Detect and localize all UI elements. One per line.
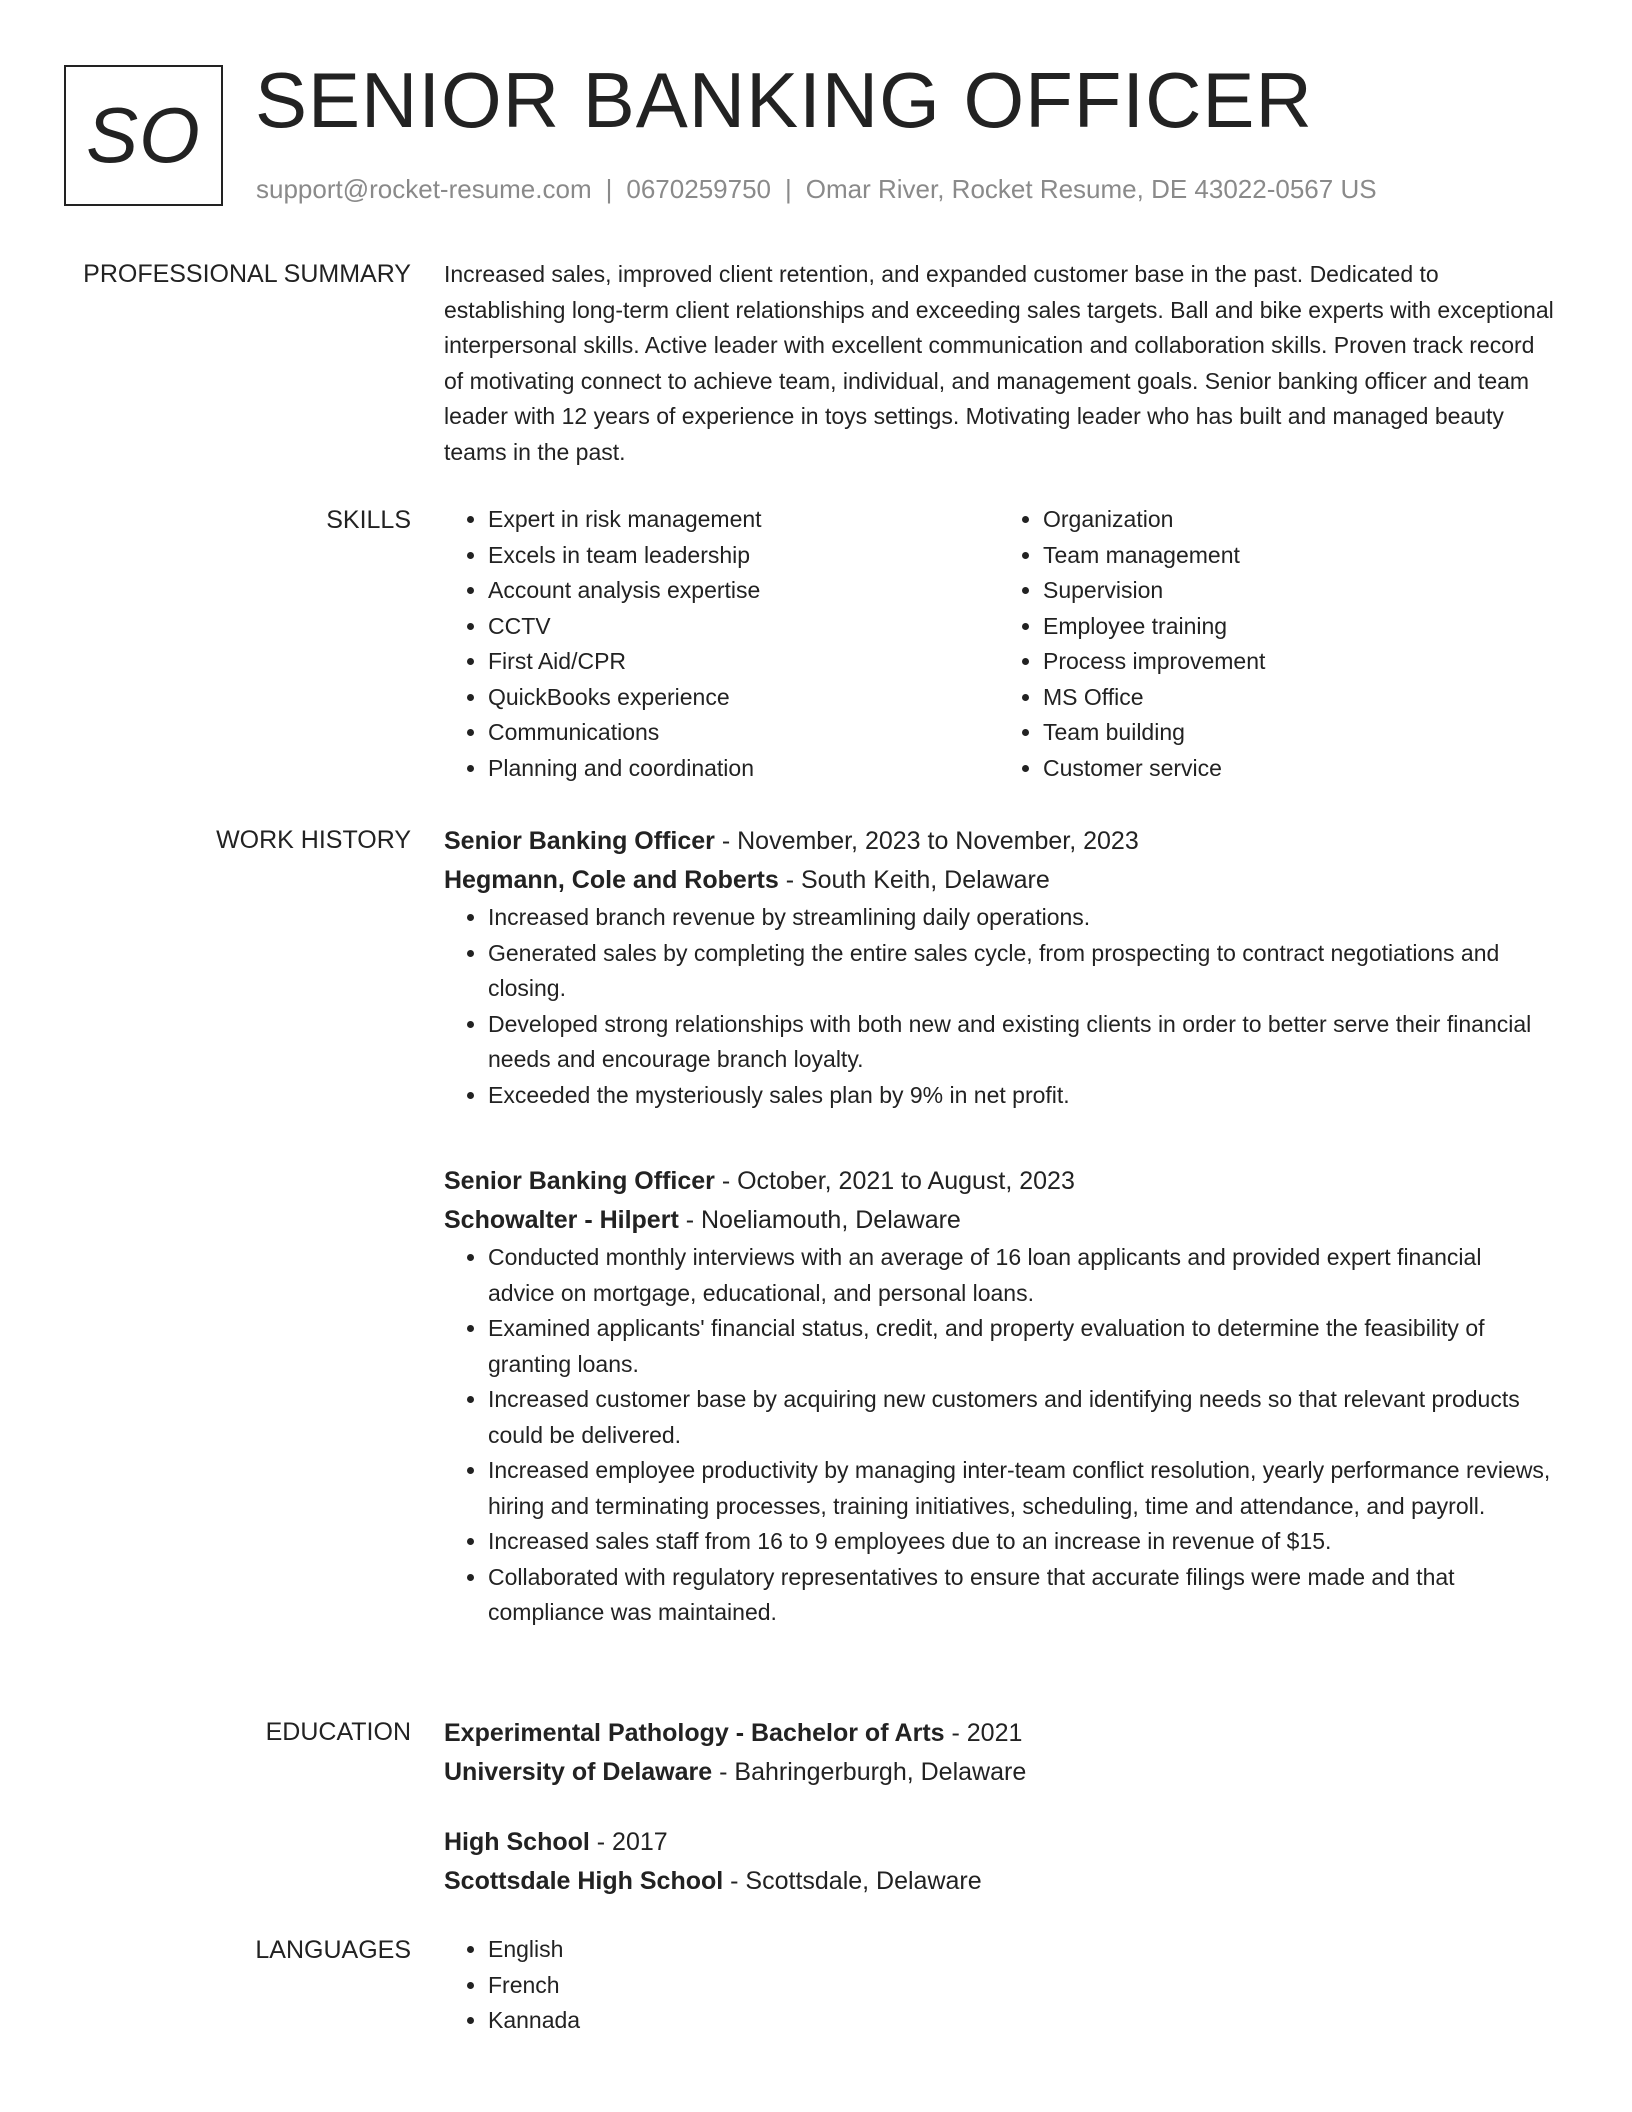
job-duty-item: • Increased employee productivity by managing inter-team conflict resolution, yearly performance reviews, hiring and terminating processes, training initiatives, scheduling, time and attendance, and payroll. <box>488 1453 1554 1524</box>
job-dates: - October, 2021 to August, 2023 <box>714 1167 1075 1195</box>
skill-item: • Organization <box>1043 502 1554 538</box>
job-title-line <box>444 1162 1554 1201</box>
job-title: Senior Banking Officer <box>444 827 715 855</box>
degree-line <box>444 1823 1554 1862</box>
work-entry <box>444 822 1554 1113</box>
language-item: • Kannada <box>488 2003 1554 2039</box>
skill-item: • Employee training <box>1043 609 1554 645</box>
contact-separator: | <box>785 174 792 204</box>
degree-year: - 2017 <box>589 1828 668 1856</box>
skill-item: • First Aid/CPR <box>488 644 999 680</box>
school-line <box>444 1862 1554 1901</box>
job-duty-item: • Increased customer base by acquiring new customers and identifying needs so that relevant products could be delivered. <box>488 1382 1554 1453</box>
contact-phone: 0670259750 <box>626 174 771 204</box>
summary-text: Increased sales, improved client retention, and expanded customer base in the past. Dedicated to establishing long-term client relationships and exceeding sales targets. Ball and bike experts with exceptional interpersonal skills. Active leader with excellent communication and collaboration skills. Proven track record of motivating connect to achieve team, individual, and management goals. Senior banking officer and team leader with 12 years of experience in toys settings. Motivating leader who has built and managed beauty teams in the past. <box>444 261 1554 465</box>
job-duty-item: • Exceeded the mysteriously sales plan by 9% in net profit. <box>488 1078 1554 1114</box>
summary-section <box>444 257 1554 470</box>
skill-item: • CCTV <box>488 609 999 645</box>
job-company: Schowalter - Hilpert <box>444 1206 679 1234</box>
skill-item: • QuickBooks experience <box>488 680 999 716</box>
contact-email: support@rocket-resume.com <box>256 174 592 204</box>
skill-item: • Customer service <box>1043 751 1554 787</box>
skills-list-right <box>999 502 1554 786</box>
languages-section <box>444 1932 1554 2039</box>
section-label-education: EDUCATION <box>265 1718 411 1746</box>
section-label-summary: PROFESSIONAL SUMMARY <box>83 260 411 288</box>
degree-name: High School <box>444 1828 590 1856</box>
job-duty-item: • Conducted monthly interviews with an average of 16 loan applicants and provided expert financial advice on mortgage, educational, and personal loans. <box>488 1240 1554 1311</box>
skills-columns <box>444 502 1554 786</box>
job-duty-item: • Collaborated with regulatory representatives to ensure that accurate filings were made and that compliance was maintained. <box>488 1560 1554 1631</box>
degree-year: - 2021 <box>944 1719 1023 1747</box>
education-entry <box>444 1714 1554 1792</box>
page-title: SENIOR BANKING OFFICER <box>255 56 1313 144</box>
school-name: University of Delaware <box>444 1758 713 1786</box>
job-company: Hegmann, Cole and Roberts <box>444 866 779 894</box>
skill-item: • Communications <box>488 715 999 751</box>
skills-list-left <box>444 502 999 786</box>
skill-item: • Account analysis expertise <box>488 573 999 609</box>
contact-address: Omar River, Rocket Resume, DE 43022-0567 US <box>805 174 1377 204</box>
school-name: Scottsdale High School <box>444 1867 724 1895</box>
monogram-logo: SO <box>64 65 223 206</box>
job-duties-list <box>444 900 1554 1113</box>
contact-separator: | <box>605 174 613 204</box>
job-duty-item: • Increased sales staff from 16 to 9 employees due to an increase in revenue of $15. <box>488 1524 1554 1560</box>
job-company-line <box>444 861 1554 900</box>
section-label-skills: SKILLS <box>326 506 411 534</box>
skill-item: • Expert in risk management <box>488 502 999 538</box>
skills-section <box>444 502 1554 786</box>
section-label-languages: LANGUAGES <box>255 1936 411 1964</box>
job-title: Senior Banking Officer <box>444 1167 715 1195</box>
skill-item: • Planning and coordination <box>488 751 999 787</box>
job-title-line <box>444 822 1554 861</box>
job-location: - South Keith, Delaware <box>778 866 1050 894</box>
degree-line <box>444 1714 1554 1753</box>
skill-item: • Process improvement <box>1043 644 1554 680</box>
school-location: - Bahringerburgh, Delaware <box>712 1758 1027 1786</box>
work-entry <box>444 1162 1554 1631</box>
languages-list <box>444 1932 1554 2039</box>
job-company-line <box>444 1201 1554 1240</box>
job-dates: - November, 2023 to November, 2023 <box>714 827 1139 855</box>
section-label-work-history: WORK HISTORY <box>216 826 411 854</box>
degree-name: Experimental Pathology - Bachelor of Arts <box>444 1719 945 1747</box>
school-location: - Scottsdale, Delaware <box>723 1867 982 1895</box>
skill-item: • Supervision <box>1043 573 1554 609</box>
language-item: • French <box>488 1968 1554 2004</box>
job-duty-item: • Increased branch revenue by streamlining daily operations. <box>488 900 1554 936</box>
job-duty-item: • Generated sales by completing the entire sales cycle, from prospecting to contract negotiations and closing. <box>488 936 1554 1007</box>
skill-item: • Team building <box>1043 715 1554 751</box>
job-location: - Noeliamouth, Delaware <box>678 1206 961 1234</box>
contact-line <box>256 174 1377 204</box>
education-entry <box>444 1823 1554 1901</box>
school-line <box>444 1753 1554 1792</box>
language-item: • English <box>488 1932 1554 1968</box>
job-duty-item: • Examined applicants' financial status, credit, and property evaluation to determine the feasibility of granting loans. <box>488 1311 1554 1382</box>
skill-item: • MS Office <box>1043 680 1554 716</box>
job-duty-item: • Developed strong relationships with both new and existing clients in order to better serve their financial needs and encourage branch loyalty. <box>488 1007 1554 1078</box>
skill-item: • Team management <box>1043 538 1554 574</box>
job-duties-list <box>444 1240 1554 1631</box>
skill-item: • Excels in team leadership <box>488 538 999 574</box>
